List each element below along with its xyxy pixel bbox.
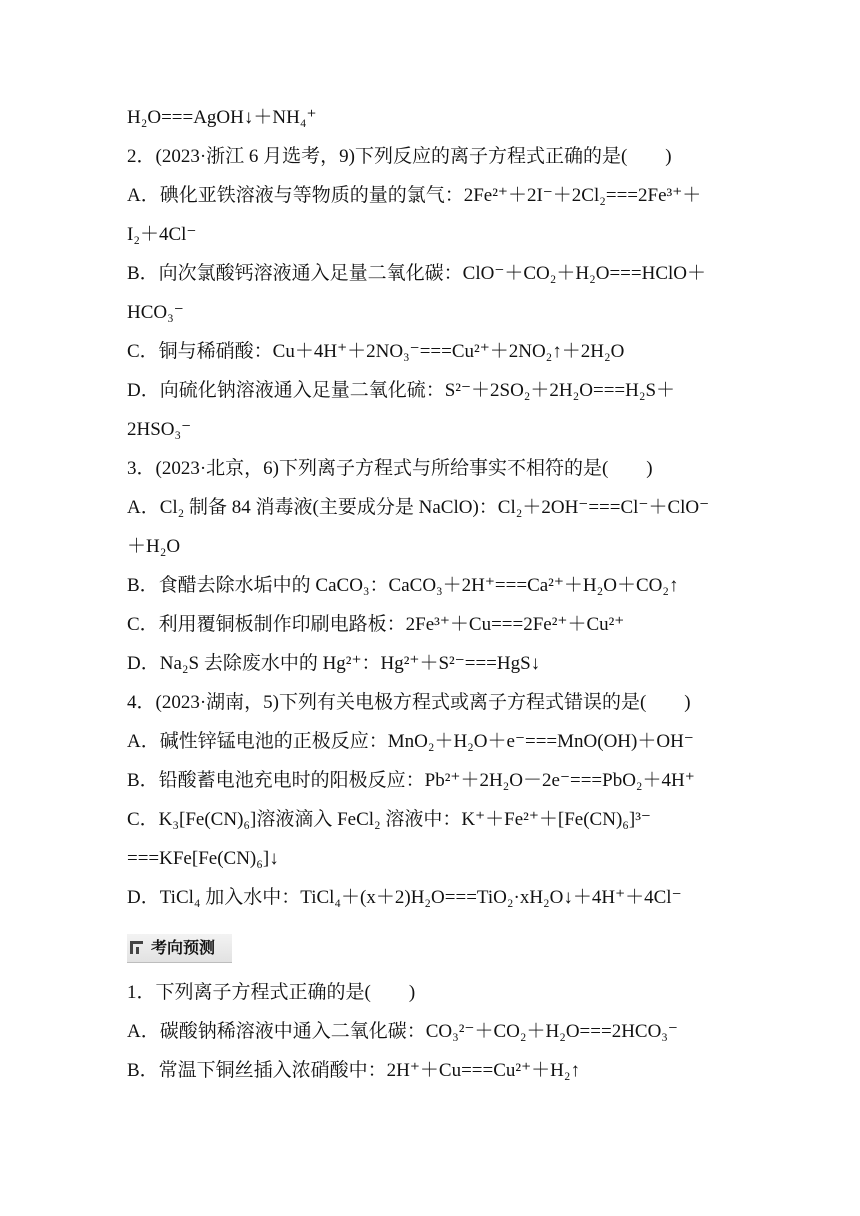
- section-title: 考向预测: [151, 938, 216, 957]
- question-4-option-a: A．碱性锌锰电池的正极反应：MnO₂＋H₂O＋e⁻===MnO(OH)＋OH⁻: [127, 731, 694, 752]
- section-corner-icon: [130, 941, 143, 954]
- question-2-option-a-cont: I₂＋4Cl⁻: [127, 224, 197, 245]
- question-2-option-c: C．铜与稀硝酸：Cu＋4H⁺＋2NO₃⁻===Cu²⁺＋2NO₂↑＋2H₂O: [127, 341, 625, 362]
- question-2-option-d: D．向硫化钠溶液通入足量二氧化硫：S²⁻＋2SO₂＋2H₂O===H₂S＋: [127, 380, 676, 401]
- question-2-option-d-cont: 2HSO₃⁻: [127, 419, 192, 440]
- section-header: [127, 934, 232, 963]
- question-3-option-d: D．Na₂S 去除废水中的 Hg²⁺：Hg²⁺＋S²⁻===HgS↓: [127, 653, 541, 674]
- question-3-option-a-cont: ＋H₂O: [127, 536, 181, 557]
- practice-1-option-b: B．常温下铜丝插入浓硝酸中：2H⁺＋Cu===Cu²⁺＋H₂↑: [127, 1060, 580, 1081]
- text-line: H₂O===AgOH↓＋NH₄⁺: [127, 107, 317, 128]
- question-4-option-d: D．TiCl₄ 加入水中：TiCl₄＋(x＋2)H₂O===TiO₂·xH₂O↓＋4H⁺＋4Cl⁻: [127, 887, 682, 908]
- question-4-option-b: B．铅酸蓄电池充电时的阳极反应：Pb²⁺＋2H₂O－2e⁻===PbO₂＋4H⁺: [127, 770, 695, 791]
- question-3-option-b: B．食醋去除水垢中的 CaCO₃：CaCO₃＋2H⁺===Ca²⁺＋H₂O＋CO₂↑: [127, 575, 679, 596]
- practice-1-option-a: A．碳酸钠稀溶液中通入二氧化碳：CO₃²⁻＋CO₂＋H₂O===2HCO₃⁻: [127, 1021, 678, 1042]
- question-3-option-a: A．Cl₂ 制备 84 消毒液(主要成分是 NaClO)：Cl₂＋2OH⁻===Cl⁻＋ClO⁻: [127, 497, 710, 518]
- question-4-option-c: C．K₃[Fe(CN)₆]溶液滴入 FeCl₂ 溶液中：K⁺＋Fe²⁺＋[Fe(CN)₆]³⁻: [127, 809, 651, 830]
- question-3-option-c: C．利用覆铜板制作印刷电路板：2Fe³⁺＋Cu===2Fe²⁺＋Cu²⁺: [127, 614, 625, 635]
- question-4-option-c-cont: ===KFe[Fe(CN)₆]↓: [127, 848, 279, 869]
- question-2-option-a: A．碘化亚铁溶液与等物质的量的氯气：2Fe²⁺＋2I⁻＋2Cl₂===2Fe³⁺＋: [127, 185, 702, 206]
- question-3-stem: 3．(2023·北京，6)下列离子方程式与所给事实不相符的是( ): [127, 458, 653, 479]
- question-2-stem: 2．(2023·浙江 6 月选考，9)下列反应的离子方程式正确的是( ): [127, 146, 672, 167]
- practice-1-stem: 1．下列离子方程式正确的是( ): [127, 982, 416, 1003]
- question-2-option-b: B．向次氯酸钙溶液通入足量二氧化碳：ClO⁻＋CO₂＋H₂O===HClO＋: [127, 263, 707, 284]
- question-2-option-b-cont: HCO₃⁻: [127, 302, 184, 323]
- question-4-stem: 4．(2023·湖南，5)下列有关电极方程式或离子方程式错误的是( ): [127, 692, 691, 713]
